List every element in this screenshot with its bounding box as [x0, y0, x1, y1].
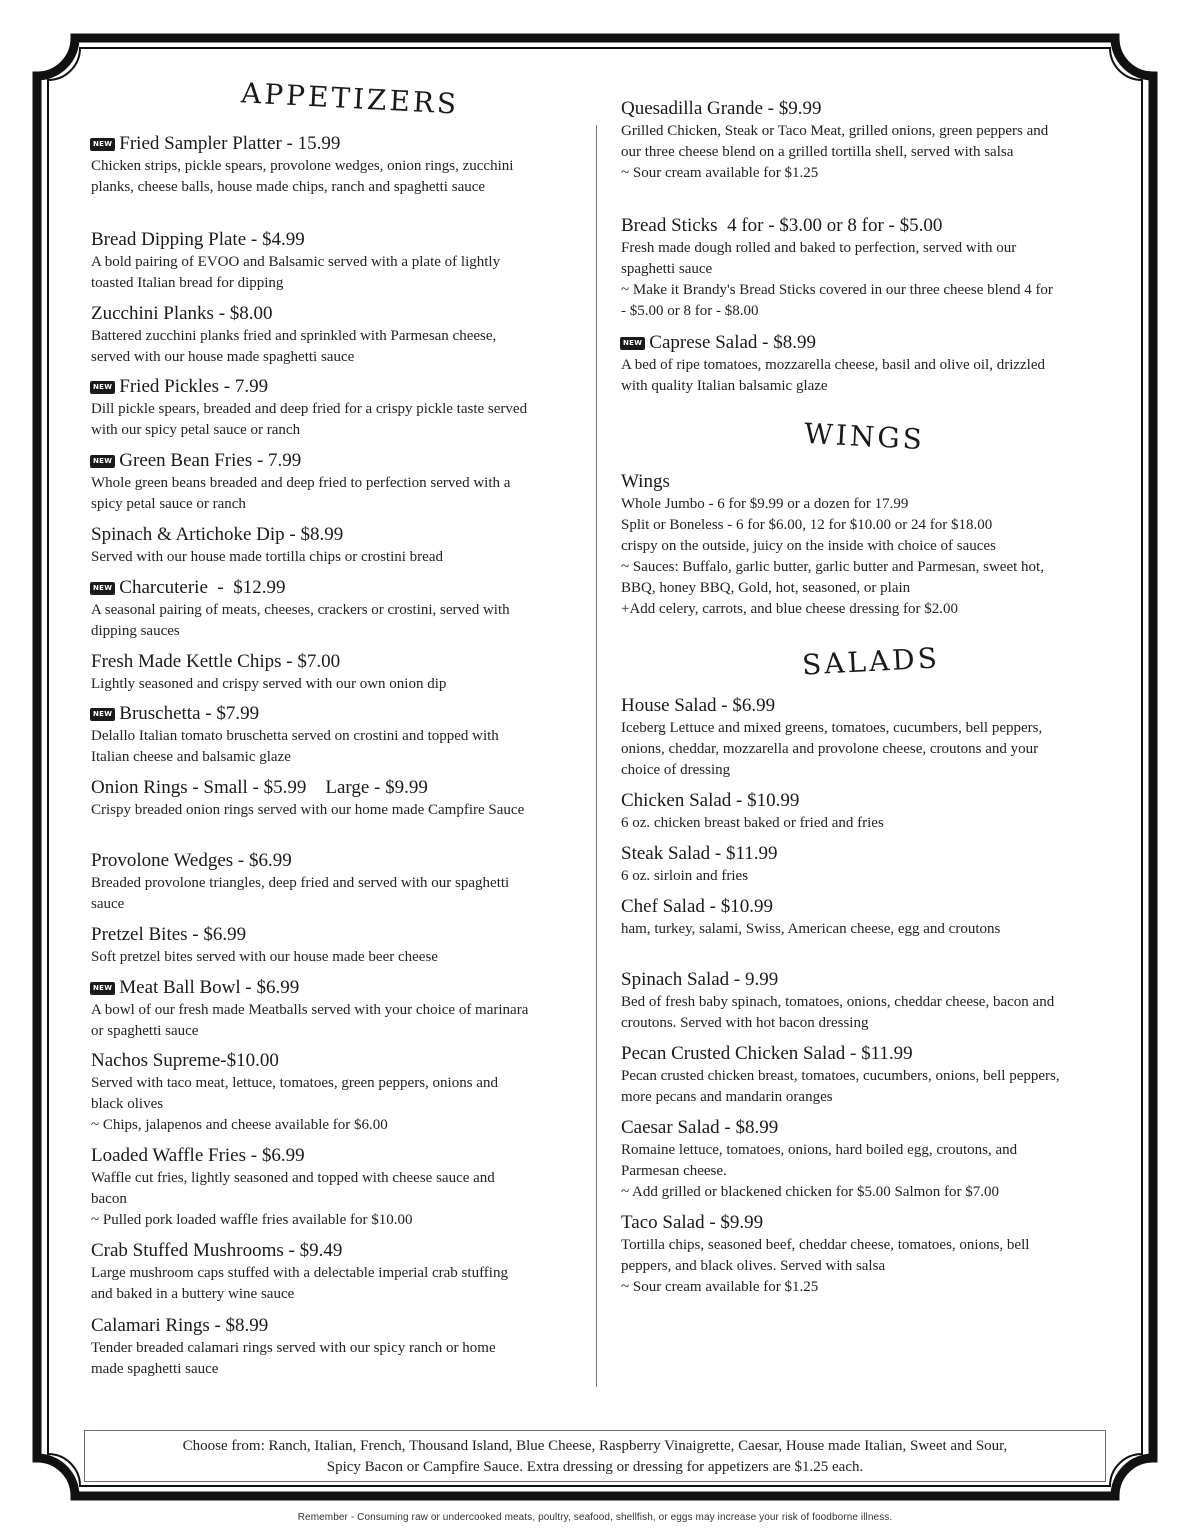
- menu-item-description: ham, turkey, salami, Swiss, American cheese, egg and croutons: [621, 921, 1001, 937]
- menu-item-description: Waffle cut fries, lightly seasoned and topped with cheese sauce and bacon: [91, 1170, 495, 1207]
- menu-item-description: Bed of fresh baby spinach, tomatoes, onions, cheddar cheese, bacon and croutons. Served with hot bacon dressing: [621, 994, 1055, 1031]
- menu-item-name: Zucchini Planks - $8.00: [91, 303, 273, 324]
- menu-item-name: Loaded Waffle Fries - $6.99: [91, 1145, 305, 1166]
- salads-heading: SALADS: [801, 641, 941, 682]
- menu-item-title: [91, 702, 531, 726]
- menu-item-description: Delallo Italian tomato bruschetta served on crostini and topped with Italian cheese and balsamic glaze: [91, 728, 499, 765]
- menu-item: [91, 228, 531, 294]
- menu-item: [621, 214, 1061, 322]
- menu-item-name: Calamari Rings - $8.99: [91, 1315, 269, 1336]
- menu-item: [91, 702, 531, 768]
- new-badge-icon: NEW: [93, 456, 113, 465]
- menu-item-title: [91, 1144, 531, 1168]
- menu-item-name: Caesar Salad - $8.99: [621, 1117, 779, 1138]
- menu-item-name: Quesadilla Grande - $9.99: [621, 98, 822, 119]
- menu-item-name: Provolone Wedges - $6.99: [91, 850, 292, 871]
- wings-title: Wings: [621, 471, 670, 492]
- menu-item: [91, 523, 531, 568]
- menu-item-name: Pretzel Bites - $6.99: [91, 924, 247, 945]
- menu-item-title: [91, 375, 531, 399]
- menu-item-name: Caprese Salad - $8.99: [649, 332, 816, 353]
- menu-item-note: ~ Sour cream available for $1.25: [621, 1279, 819, 1295]
- wings-line: Split or Boneless - 6 for $6.00, 12 for $10.00 or 24 for $18.00: [621, 517, 993, 533]
- menu-item-title: [621, 331, 1061, 355]
- menu-item-note: ~ Chips, jalapenos and cheese available for $6.00: [91, 1117, 388, 1133]
- menu-item-title: [91, 523, 531, 547]
- wings-item: [621, 470, 1061, 620]
- menu-item-title: [621, 789, 1061, 813]
- menu-item-name: Fried Sampler Platter - 15.99: [119, 133, 341, 154]
- new-badge-icon: NEW: [93, 382, 113, 391]
- menu-item: [91, 375, 531, 441]
- menu-item-title: [621, 968, 1061, 992]
- wings-line: Whole Jumbo - 6 for $9.99 or a dozen for 17.99: [621, 496, 909, 512]
- menu-item: [621, 789, 1061, 834]
- menu-item-description: Pecan crusted chicken breast, tomatoes, cucumbers, onions, bell peppers, more pecans and mandarin oranges: [621, 1068, 1060, 1105]
- menu-item-title: [621, 97, 1061, 121]
- menu-item-name: Spinach Salad - 9.99: [621, 969, 779, 990]
- health-warning: Remember - Consuming raw or undercooked meats, poultry, seafood, shellfish, or eggs may increase your risk of foodborne illness.: [297, 1512, 893, 1523]
- menu-item: [621, 694, 1061, 781]
- menu-item-description: Soft pretzel bites served with our house made beer cheese: [91, 949, 438, 965]
- menu-item-name: Charcuterie - $12.99: [119, 577, 286, 598]
- menu-item-description: Romaine lettuce, tomatoes, onions, hard boiled egg, croutons, and Parmesan cheese.: [621, 1142, 1018, 1179]
- menu-item-description: Iceberg Lettuce and mixed greens, tomatoes, cucumbers, bell peppers, onions, cheddar, mozzarella and provolone cheese, croutons and your choice of dressing: [621, 720, 1043, 778]
- menu-item-description: A bowl of our fresh made Meatballs served with your choice of marinara or spaghetti sauce: [91, 1002, 529, 1039]
- menu-item-description: Crispy breaded onion rings served with our home made Campfire Sauce: [91, 802, 525, 818]
- menu-item-title: [91, 1314, 531, 1338]
- menu-item: [91, 923, 531, 968]
- menu-item-description: 6 oz. sirloin and fries: [621, 868, 749, 884]
- menu-item: [91, 302, 531, 368]
- wings-line: crispy on the outside, juicy on the inside with choice of sauces: [621, 538, 996, 554]
- menu-item-description: Tortilla chips, seasoned beef, cheddar cheese, tomatoes, onions, bell peppers, and black olives. Served with salsa: [621, 1237, 1030, 1274]
- menu-item: [621, 1211, 1061, 1298]
- menu-item-title: [621, 895, 1061, 919]
- menu-item-title: [91, 302, 531, 326]
- menu-item-description: Battered zucchini planks fried and sprinkled with Parmesan cheese, served with our house made spaghetti sauce: [91, 328, 497, 365]
- menu-item-name: Spinach & Artichoke Dip - $8.99: [91, 524, 344, 545]
- menu-item-title: [91, 976, 531, 1000]
- menu-item-description: Fresh made dough rolled and baked to perfection, served with our spaghetti sauce: [621, 240, 1017, 277]
- new-badge-icon: NEW: [93, 139, 113, 148]
- menu-item-description: Chicken strips, pickle spears, provolone wedges, onion rings, zucchini planks, cheese balls, house made chips, ranch and spaghetti sauce: [91, 158, 514, 195]
- menu-item-note: ~ Add grilled or blackened chicken for $5.00 Salmon for $7.00: [621, 1184, 1000, 1200]
- menu-item-description: Served with taco meat, lettuce, tomatoes, green peppers, onions and black olives: [91, 1075, 498, 1112]
- wings-line: ~ Sauces: Buffalo, garlic butter, garlic butter and Parmesan, sweet hot, BBQ, honey BBQ, Gold, hot, seasoned, or plain: [621, 559, 1044, 596]
- menu-item-title: [621, 694, 1061, 718]
- menu-item-title: [621, 1211, 1061, 1235]
- menu-item-description: Grilled Chicken, Steak or Taco Meat, grilled onions, green peppers and our three cheese blend on a grilled tortilla shell, served with salsa: [621, 123, 1049, 160]
- menu-item-description: Lightly seasoned and crispy served with our own onion dip: [91, 676, 447, 692]
- menu-item: [91, 576, 531, 642]
- menu-item-title: [91, 1239, 531, 1263]
- menu-item: [621, 331, 1061, 397]
- menu-item-name: Nachos Supreme-$10.00: [91, 1050, 279, 1071]
- menu-item: [621, 895, 1061, 940]
- new-badge-icon: NEW: [93, 983, 113, 992]
- menu-item: [91, 1144, 531, 1231]
- menu-item-name: House Salad - $6.99: [621, 695, 776, 716]
- menu-item-name: Steak Salad - $11.99: [621, 843, 778, 864]
- menu-item: [91, 1049, 531, 1136]
- menu-item-title: [91, 776, 531, 800]
- menu-item: [91, 849, 531, 915]
- menu-item-name: Bruschetta - $7.99: [119, 703, 260, 724]
- menu-item-note: ~ Pulled pork loaded waffle fries available for $10.00: [91, 1212, 413, 1228]
- menu-item-description: A bold pairing of EVOO and Balsamic served with a plate of lightly toasted Italian bread for dipping: [91, 254, 501, 291]
- column-divider: [596, 125, 597, 1387]
- menu-item-title: [621, 1116, 1061, 1140]
- menu-item-name: Green Bean Fries - 7.99: [119, 450, 302, 471]
- menu-item-title: [91, 650, 531, 674]
- menu-item: [91, 1239, 531, 1305]
- menu-item: [91, 776, 531, 821]
- menu-item-note: ~ Sour cream available for $1.25: [621, 165, 819, 181]
- menu-item: [621, 842, 1061, 887]
- menu-item-title: [91, 1049, 531, 1073]
- menu-item: [621, 97, 1061, 184]
- menu-item-title: [91, 132, 531, 156]
- menu-item-description: Tender breaded calamari rings served with our spicy ranch or home made spaghetti sauce: [91, 1340, 496, 1377]
- menu-item: [91, 976, 531, 1042]
- dressing-options-box: [84, 1430, 1106, 1482]
- menu-item: [91, 449, 531, 515]
- menu-item-note: ~ Make it Brandy's Bread Sticks covered in our three cheese blend 4 for - $5.00 or 8 for - $8.00: [621, 282, 1053, 319]
- menu-item-description: A seasonal pairing of meats, cheeses, crackers or crostini, served with dipping sauces: [91, 602, 510, 639]
- menu-item-name: Meat Ball Bowl - $6.99: [119, 977, 300, 998]
- menu-item-description: A bed of ripe tomatoes, mozzarella cheese, basil and olive oil, drizzled with quality Italian balsamic glaze: [621, 357, 1046, 394]
- menu-item: [621, 1116, 1061, 1203]
- menu-item-name: Taco Salad - $9.99: [621, 1212, 764, 1233]
- menu-item-description: Served with our house made tortilla chips or crostini bread: [91, 549, 443, 565]
- menu-item: [91, 650, 531, 695]
- menu-item-title: [91, 923, 531, 947]
- wings-heading: WINGS: [803, 416, 926, 457]
- menu-item-name: Chef Salad - $10.99: [621, 896, 773, 917]
- new-badge-icon: NEW: [93, 583, 113, 592]
- menu-item-description: Large mushroom caps stuffed with a delectable imperial crab stuffing and baked in a buttery wine sauce: [91, 1265, 508, 1302]
- dressing-line-1: Choose from: Ranch, Italian, French, Thousand Island, Blue Cheese, Raspberry Vinaigrette, Caesar, House made Italian, Sweet and Sour,: [182, 1438, 1008, 1454]
- menu-item-name: Onion Rings - Small - $5.99 Large - $9.99: [91, 777, 428, 798]
- menu-item: [621, 1042, 1061, 1108]
- dressing-line-2: Spicy Bacon or Campfire Sauce. Extra dressing or dressing for appetizers are $1.25 each.: [326, 1459, 864, 1475]
- menu-item: [91, 1314, 531, 1380]
- appetizers-heading: APPETIZERS: [240, 76, 460, 121]
- menu-item-name: Crab Stuffed Mushrooms - $9.49: [91, 1240, 343, 1261]
- menu-item: [621, 968, 1061, 1034]
- new-badge-icon: NEW: [93, 709, 113, 718]
- menu-item-title: [91, 228, 531, 252]
- menu-item-name: Chicken Salad - $10.99: [621, 790, 800, 811]
- menu-item-description: Dill pickle spears, breaded and deep fried for a crispy pickle taste served with our spicy petal sauce or ranch: [91, 401, 528, 438]
- menu-item-name: Bread Dipping Plate - $4.99: [91, 229, 305, 250]
- menu-item-title: [621, 1042, 1061, 1066]
- menu-item-description: 6 oz. chicken breast baked or fried and fries: [621, 815, 884, 831]
- menu-item-name: Fresh Made Kettle Chips - $7.00: [91, 651, 341, 672]
- menu-item-title: [621, 842, 1061, 866]
- menu-item-title: [621, 214, 1061, 238]
- menu-item-name: Pecan Crusted Chicken Salad - $11.99: [621, 1043, 913, 1064]
- menu-item-name: Bread Sticks 4 for - $3.00 or 8 for - $5.00: [621, 215, 943, 236]
- menu-item-title: [91, 849, 531, 873]
- menu-item-title: [91, 576, 531, 600]
- wings-line: +Add celery, carrots, and blue cheese dressing for $2.00: [621, 601, 958, 617]
- menu-item-description: Whole green beans breaded and deep fried to perfection served with a spicy petal sauce or ranch: [91, 475, 511, 512]
- new-badge-icon: NEW: [623, 338, 643, 347]
- menu-item: [91, 132, 531, 198]
- menu-item-title: [91, 449, 531, 473]
- menu-item-name: Fried Pickles - 7.99: [119, 376, 269, 397]
- menu-item-description: Breaded provolone triangles, deep fried and served with our spaghetti sauce: [91, 875, 510, 912]
